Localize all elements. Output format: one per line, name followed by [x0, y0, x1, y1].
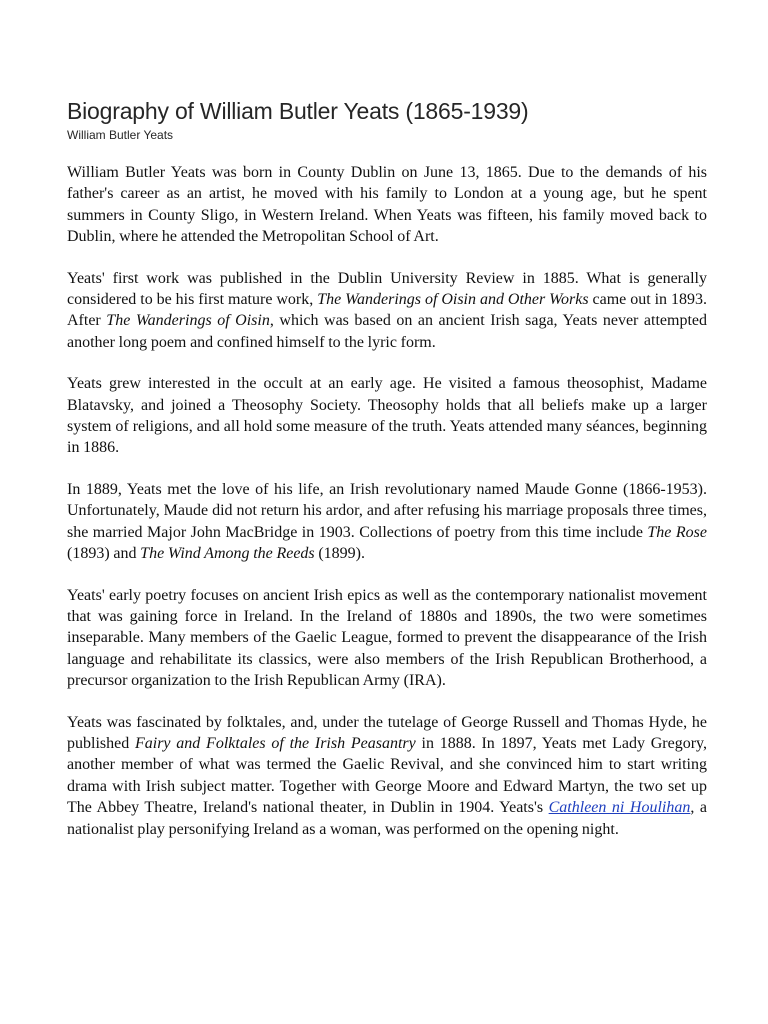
page-title: Biography of William Butler Yeats (1865-1939) — [67, 98, 529, 124]
text-run: In 1889, Yeats met the love of his life, an Irish revolutionary named Maude Gonne (1866-1953). Unfortunately, Maude did not return his ardor, and after refusing his marriage proposals three times, she married Major John MacBridge in 1903. Collections of poetry from this time include — [67, 480, 707, 541]
document-body — [67, 162, 707, 840]
text-run: William Butler Yeats was born in County Dublin on June 13, 1865. Due to the demands of his father's career as an artist, he moved with his family to London at a young age, but he spent summers in County Sligo, in Western Ireland. When Yeats was fifteen, his family moved back to Dublin, where he attended the Metropolitan School of Art. — [67, 164, 707, 246]
page-subtitle: William Butler Yeats — [67, 128, 174, 142]
document-page — [67, 96, 707, 860]
text-run: Yeats' early poetry focuses on ancient Irish epics as well as the contemporary nationalist movement that was gaining force in Ireland. In the Ireland of 1880s and 1890s, the two were sometimes inseparable. Many members of the Gaelic League, formed to prevent the disappearance of the Irish language and rehabilitate its classics, were also members of the Irish Republican Brotherhood, a precursor organization to the Irish Republican Army (IRA). — [67, 586, 707, 690]
text-run: in 1888. In 1897, Yeats met Lady Gregory, another member of what was termed the Gaelic Revival, and she convinced him to start writing drama with Irish subject matter. Together with George Moore and Edward Martyn, the two set up The Abbey Theatre, Ireland's national theater, in Dublin in 1904. Yeats's — [67, 734, 707, 817]
italic-title: Fairy and Folktales of the Irish Peasantry — [134, 734, 416, 752]
paragraph — [67, 162, 707, 248]
text-run: , a nationalist play personifying Ireland as a woman, was performed on the opening night. — [67, 799, 707, 838]
italic-title: The Wind Among the Reeds — [140, 545, 315, 563]
italic-title: The Wanderings of Oisin — [106, 312, 270, 330]
paragraph — [67, 712, 707, 840]
text-run: (1899). — [314, 545, 366, 563]
paragraph — [67, 585, 707, 692]
text-run: Yeats grew interested in the occult at an early age. He visited a famous theosophist, Madame Blatavsky, and joined a Theosophy Society. Theosophy holds that all beliefs make up a larger system of religions, and all hold some measure of the truth. Yeats attended many séances, beginning in 1886. — [67, 375, 707, 457]
paragraph — [67, 479, 707, 565]
paragraph — [67, 373, 707, 459]
text-run: , which was based on an ancient Irish saga, Yeats never attempted another long poem and confined himself to the lyric form. — [67, 312, 707, 351]
italic-title: The Rose — [647, 523, 707, 541]
text-run: came out in 1893. After — [67, 291, 707, 330]
italic-title: The Wanderings of Oisin and Other Works — [317, 291, 589, 309]
title-link[interactable]: Cathleen ni Houlihan — [548, 799, 691, 817]
text-run: Yeats' first work was published in the Dublin University Review in 1885. What is generally considered to be his first mature work, — [67, 269, 707, 309]
text-run: (1893) and — [67, 545, 141, 563]
paragraph — [67, 268, 707, 354]
text-run: Yeats was fascinated by folktales, and, under the tutelage of George Russell and Thomas Hyde, he published — [67, 713, 707, 752]
